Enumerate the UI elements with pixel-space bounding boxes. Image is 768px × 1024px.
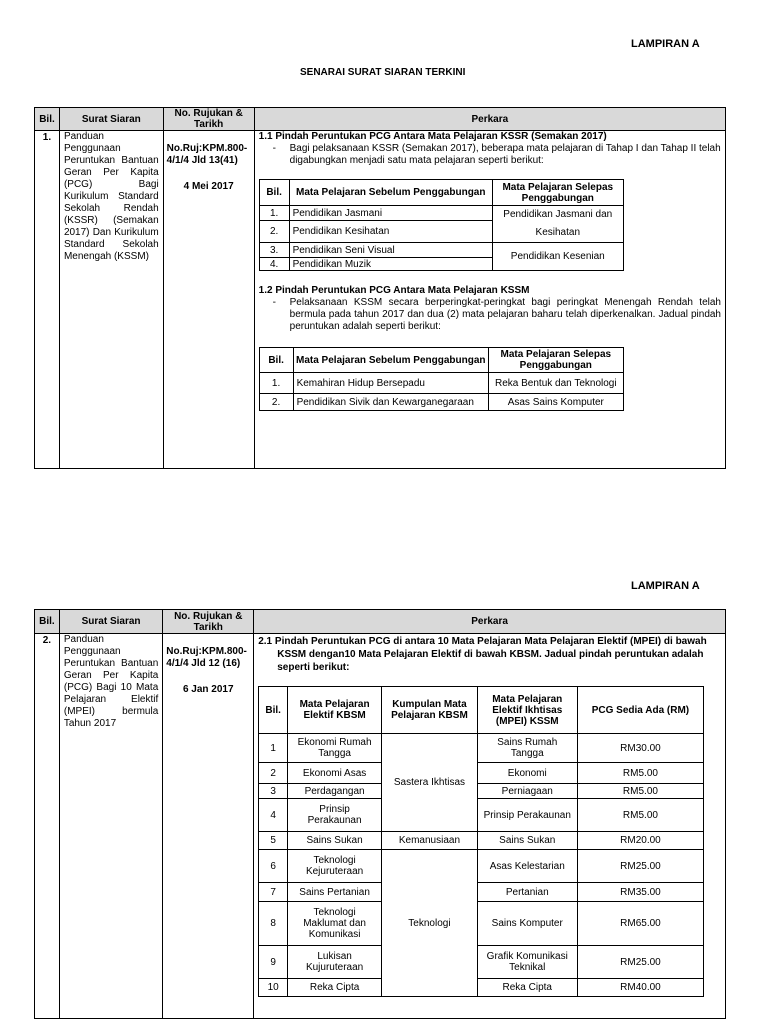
kssm-row-selepas: Asas Sains Komputer [488,394,623,411]
rujukan-no: No.Ruj:KPM.800-4/1/4 Jld 13(41) [166,143,248,166]
kssm-header-sebelum: Mata Pelajaran Sebelum Penggabungan [293,348,488,373]
mpei-row-elektif: Perdagangan [288,784,382,799]
kssr-header-sebelum: Mata Pelajaran Sebelum Penggabungan [289,180,492,206]
mpei-row-ikhtisas: Sains Komputer [477,902,577,946]
mpei-header-bil: Bil. [259,687,288,734]
rujukan-tarikh: 6 Jan 2017 [182,684,234,695]
section-2-1-title: 2.1 Pindah Peruntukan PCG di antara 10 Mata Pelajaran Mata Pelajaran Elektif (MPEI) di bawah KSSM dengan10 Mata Pelajaran Elektif di bawah KBSM. Jadual pindah peruntukan adalah seperti berikut: [258,636,707,673]
section-1-1-text: Bagi pelaksanaan KSSR (Semakan 2017), beberapa mata pelajaran di Tahap I dan Tahap II telah digabungkan menjadi satu mata pelajaran seperti berikut: [289,143,721,166]
kssr-header-selepas: Mata Pelajaran Selepas Penggabungan [492,180,623,206]
row-perkara [254,634,726,1019]
mpei-row-ikhtisas: Perniagaan [477,784,577,799]
header-surat: Surat Siaran [59,108,163,131]
kssr-row-sebelum: Pendidikan Kesihatan [289,221,492,243]
kssr-row-bil: 3. [259,243,289,258]
mpei-row-bil: 2 [259,763,288,784]
dash: - [272,143,276,154]
section-1-2-text: Pelaksanaan KSSM secara berperingkat-peringkat bagi peringkat Menengah Rendah telah bermula pada tahun 2017 dan dua (2) mata pelajaran baharu telah diperkenalkan. Jadual pindah peruntukan adalah seperti berikut: [289,297,721,332]
mpei-row-bil: 8 [259,902,288,946]
row-surat-siaran: Panduan Penggunaan Peruntukan Bantuan Geran Per Kapita (PCG) Bagi 10 Mata Pelajaran Elektif (MPEI) bermula Tahun 2017 [59,634,162,1019]
mpei-row-bil: 4 [259,799,288,832]
mpei-row-ikhtisas: Ekonomi [477,763,577,784]
rujukan-tarikh: 4 Mei 2017 [183,181,234,192]
section-1-1-title: 1.1 Pindah Peruntukan PCG Antara Mata Pelajaran KSSR (Semakan 2017) [258,131,607,142]
surat-siaran-table-2 [34,609,726,1019]
mpei-header-elektif: Mata Pelajaran Elektif KBSM [288,687,382,734]
mpei-row-pcg: RM65.00 [577,902,704,946]
kssr-row-sebelum: Pendidikan Seni Visual [289,243,492,258]
row-surat-siaran: Panduan Penggunaan Peruntukan Bantuan Geran Per Kapita (PCG) Bagi Kurikulum Standard Sekolah Rendah (KSSR) (Semakan 2017) Dan Kurikulum Standard Sekolah Menengah (KSSM) [59,131,163,469]
mpei-row-elektif: Reka Cipta [288,979,382,997]
mpei-row-pcg: RM20.00 [577,832,704,850]
kssr-row-bil: 1. [259,206,289,221]
kssr-header-bil: Bil. [259,180,289,206]
header-rujukan: No. Rujukan & Tarikh [163,610,254,634]
mpei-row-pcg: RM5.00 [577,763,704,784]
kssr-table [259,179,624,271]
mpei-row-elektif: Ekonomi Asas [288,763,382,784]
header-rujukan: No. Rujukan & Tarikh [163,108,254,131]
mpei-row-bil: 1 [259,734,288,763]
dash: - [272,297,276,308]
mpei-row-bil: 9 [259,946,288,979]
header-bil: Bil. [35,108,60,131]
mpei-row-ikhtisas: Pertanian [477,883,577,902]
mpei-row-pcg: RM5.00 [577,784,704,799]
kssm-table [259,347,624,411]
section-1-2-body [259,297,721,333]
kssr-row-sebelum: Pendidikan Muzik [289,258,492,271]
mpei-row-elektif: Sains Sukan [288,832,382,850]
mpei-header-pcg: PCG Sedia Ada (RM) [577,687,704,734]
lampiran-label: LAMPIRAN A [631,38,700,50]
kssm-row-bil: 1. [259,373,293,394]
lampiran-label-2: LAMPIRAN A [631,580,700,592]
mpei-row-kumpulan: Teknologi [382,850,478,997]
section-1-1-body [259,143,721,167]
mpei-header-kumpulan: Kumpulan Mata Pelajaran KBSM [382,687,478,734]
mpei-row-elektif: Teknologi Kejuruteraan [288,850,382,883]
mpei-table [258,686,704,997]
row-bil: 1. [35,131,60,469]
mpei-row-bil: 6 [259,850,288,883]
mpei-row-bil: 5 [259,832,288,850]
mpei-row-ikhtisas: Reka Cipta [477,979,577,997]
mpei-row-elektif: Lukisan Kujuruteraan [288,946,382,979]
kssr-row-selepas: Pendidikan Jasmani dan Kesihatan [492,206,623,243]
rujukan-no: No.Ruj:KPM.800-4/1/4 Jld 12 (16) [166,646,247,669]
kssm-row-sebelum: Pendidikan Sivik dan Kewarganegaraan [293,394,488,411]
mpei-row-kumpulan: Sastera Ikhtisas [382,734,478,832]
mpei-row-pcg: RM30.00 [577,734,704,763]
surat-siaran-table-1 [34,107,726,469]
header-surat: Surat Siaran [59,610,162,634]
mpei-row-pcg: RM25.00 [577,946,704,979]
mpei-row-ikhtisas: Grafik Komunikasi Teknikal [477,946,577,979]
mpei-row-ikhtisas: Sains Sukan [477,832,577,850]
kssm-row-selepas: Reka Bentuk dan Teknologi [488,373,623,394]
kssr-row-sebelum: Pendidikan Jasmani [289,206,492,221]
kssm-header-selepas: Mata Pelajaran Selepas Penggabungan [488,348,623,373]
mpei-row-pcg: RM35.00 [577,883,704,902]
header-bil: Bil. [35,610,60,634]
mpei-row-ikhtisas: Sains Rumah Tangga [477,734,577,763]
mpei-row-bil: 7 [259,883,288,902]
kssr-row-bil: 2. [259,221,289,243]
mpei-header-ikhtisas: Mata Pelajaran Elektif Ikhtisas (MPEI) KSSM [477,687,577,734]
row-perkara [254,131,725,469]
mpei-row-ikhtisas: Prinsip Perakaunan [477,799,577,832]
mpei-row-kumpulan: Kemanusiaan [382,832,478,850]
row-rujukan [163,634,254,1019]
mpei-row-pcg: RM5.00 [577,799,704,832]
mpei-row-elektif: Teknologi Maklumat dan Komunikasi [288,902,382,946]
mpei-row-elektif: Prinsip Perakaunan [288,799,382,832]
page-title: SENARAI SURAT SIARAN TERKINI [300,67,466,78]
mpei-row-elektif: Ekonomi Rumah Tangga [288,734,382,763]
mpei-row-pcg: RM25.00 [577,850,704,883]
section-1-2-title: 1.2 Pindah Peruntukan PCG Antara Mata Pelajaran KSSM [258,285,530,296]
mpei-row-pcg: RM40.00 [577,979,704,997]
row-bil: 2. [35,634,60,1019]
mpei-row-ikhtisas: Asas Kelestarian [477,850,577,883]
mpei-row-elektif: Sains Pertanian [288,883,382,902]
mpei-row-bil: 10 [259,979,288,997]
header-perkara: Perkara [254,610,726,634]
kssm-row-sebelum: Kemahiran Hidup Bersepadu [293,373,488,394]
kssr-row-bil: 4. [259,258,289,271]
row-rujukan [163,131,254,469]
kssm-header-bil: Bil. [259,348,293,373]
kssr-row-selepas: Pendidikan Kesenian [492,243,623,271]
kssm-row-bil: 2. [259,394,293,411]
header-perkara: Perkara [254,108,725,131]
mpei-row-bil: 3 [259,784,288,799]
